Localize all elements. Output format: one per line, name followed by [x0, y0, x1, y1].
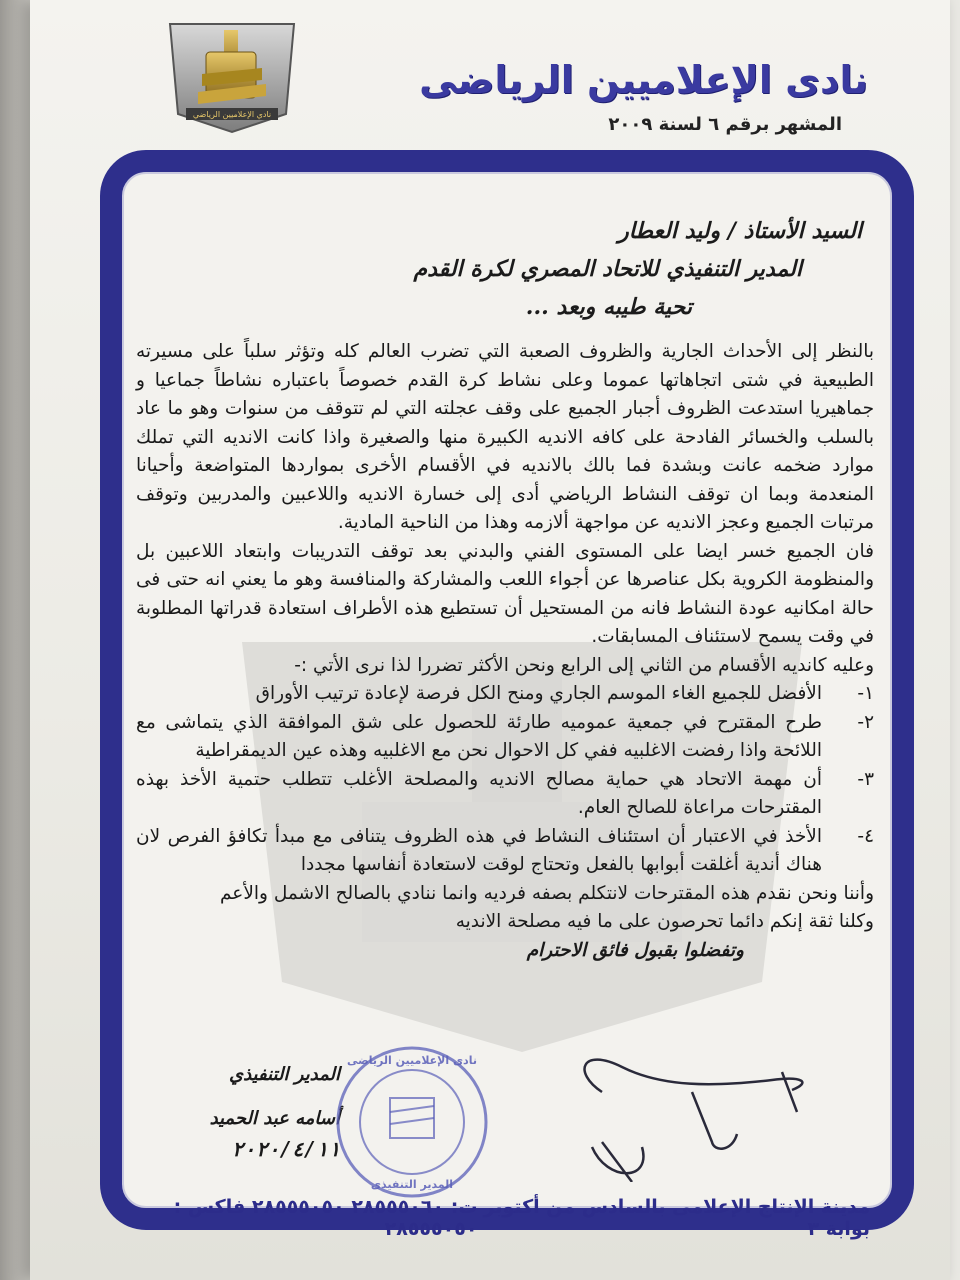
signatory-title: المدير التنفيذي: [229, 1064, 340, 1085]
closing-line: وتفضلوا بقبول فائق الاحترام: [526, 939, 744, 961]
paragraph-1: بالنظر إلى الأحداث الجارية والظروف الصعبة التي تضرب العالم كله وتؤثر سلباً على مسيرته الطبيعية في شتى اتجاهاتها عموما وعلى نشاط كرة القدم خصوصاً باعتباره نشاطاً جماعيا و جماهيريا استدعت الظروف أجبار الجميع على وقف عجلته التي لم تتوقف من سنوات وهو ما عاد بالسلب والخسائر الفادحة على كافه الانديه الكبيرة منها والصغيرة واذا كانت الانديه التي تملك موارد ضخمه عانت وبشدة فما بالك بالانديه في الأقسام الأخرى بمواردها المتواضعة وأحيانا المنعدمة وبما ان توقف النشاط الرياضي أدى إلى خسارة الانديه واللاعبين والمدربين وتوقف مرتبات الجميع وعجز الانديه عن مواجهة ألازمه وهذا من الناحية المادية.: [136, 341, 874, 533]
signature-date: ٢٠٢٠/٤/١١: [231, 1137, 340, 1161]
letter-body: [136, 338, 874, 965]
footer-address: مدينة الإنتاج الإعلامى بالسادس من أكتوبر بوابة ٣: [483, 1196, 870, 1240]
letter-footer: [130, 1196, 870, 1240]
stamp-text: نادى الإعلاميين الرياضى: [347, 1054, 477, 1067]
signatory-name: أسامه عبد الحميد: [209, 1108, 340, 1129]
list-item: ٤- الأخذ في الاعتبار أن استئناف النشاط في هذه الظروف يتنافى مع مبدأ تكافؤ الفرص لان هناك أندية أغلقت أبوابها بالفعل وتحتاج لوقت لاستعادة أنفاسها مجددا: [136, 825, 874, 875]
list-item: ٢- طرح المقترح في جمعية عموميه طارئة للحصول على شق الموافقة الذي يتماشى مع اللائحة واذا رفضت الاغلبيه ففي كل الاحوال نحن مع الاغلبيه وهذه عين الديمقراطية: [136, 711, 874, 761]
handwritten-signature-icon: [562, 1052, 822, 1182]
adjacent-page-edge: [0, 0, 34, 1280]
paragraph-4: وأننا ونحن نقدم هذه المقترحات لانتكلم بصفه فرديه وانما ننادي بالصالح الاشمل والأعم: [219, 882, 874, 904]
proposals-list: [136, 680, 874, 880]
greeting: تحية طيبه وبعد ...: [525, 294, 692, 320]
logo-caption: نادي الإعلاميين الرياضي: [192, 110, 272, 119]
paragraph-3: وعليه كانديه الأقسام من الثاني إلى الرابع ونحن الأكثر تضررا لذا نرى الأتي :-: [294, 654, 874, 676]
addressee-block: [413, 212, 862, 326]
addressee-name: السيد الأستاذ / وليد العطار: [618, 218, 862, 244]
list-item: ٣- أن مهمة الاتحاد هي حماية مصالح الانديه والمصلحة الأغلب تتطلب حتمية الأخذ بهذه المقترحات مراعاة للصالح العام.: [136, 768, 874, 818]
club-name-title: نادى الإعلاميين الرياضى: [419, 58, 868, 102]
club-logo-icon: [162, 18, 302, 134]
footer-phones: ت: ٢٨٥٥٥٠٦٠ ٢٨٥٥٥٠٥٠ فاكس : ٢٨٥٥٥٠٥٠: [173, 1196, 478, 1240]
addressee-title: المدير التنفيذي للاتحاد المصري لكرة القدم: [413, 256, 802, 282]
letter-frame: [100, 150, 914, 1230]
letter-page: [30, 0, 950, 1280]
registration-line: المشهر برقم ٦ لسنة ٢٠٠٩: [608, 114, 842, 135]
official-stamp-icon: [332, 1042, 492, 1202]
signature-block: [170, 1060, 340, 1164]
paragraph-2: فان الجميع خسر ايضا على المستوى الفني والبدني بعد توقف التدريبات وابتعاد اللاعبين بل والمنظومة الكروية بكل عناصرها عن أجواء اللعب والمشاركة والمنافسة وهو ما يعني انه حتى فى حالة امكانيه عودة النشاط فانه من المستحيل أن تستطيع هذه الأطراف استعادة قدراتها المطلوبة في وقت يسمح لاستئناف المسابقات.: [136, 540, 874, 647]
paragraph-5: وكلنا ثقة إنكم دائما تحرصون على ما فيه مصلحة الانديه: [455, 911, 874, 932]
stamp-subtitle: المدير التنفيذى: [370, 1178, 454, 1191]
list-item: ١- الأفضل للجميع الغاء الموسم الجاري ومنح الكل فرصة لإعادة ترتيب الأوراق: [255, 683, 874, 704]
